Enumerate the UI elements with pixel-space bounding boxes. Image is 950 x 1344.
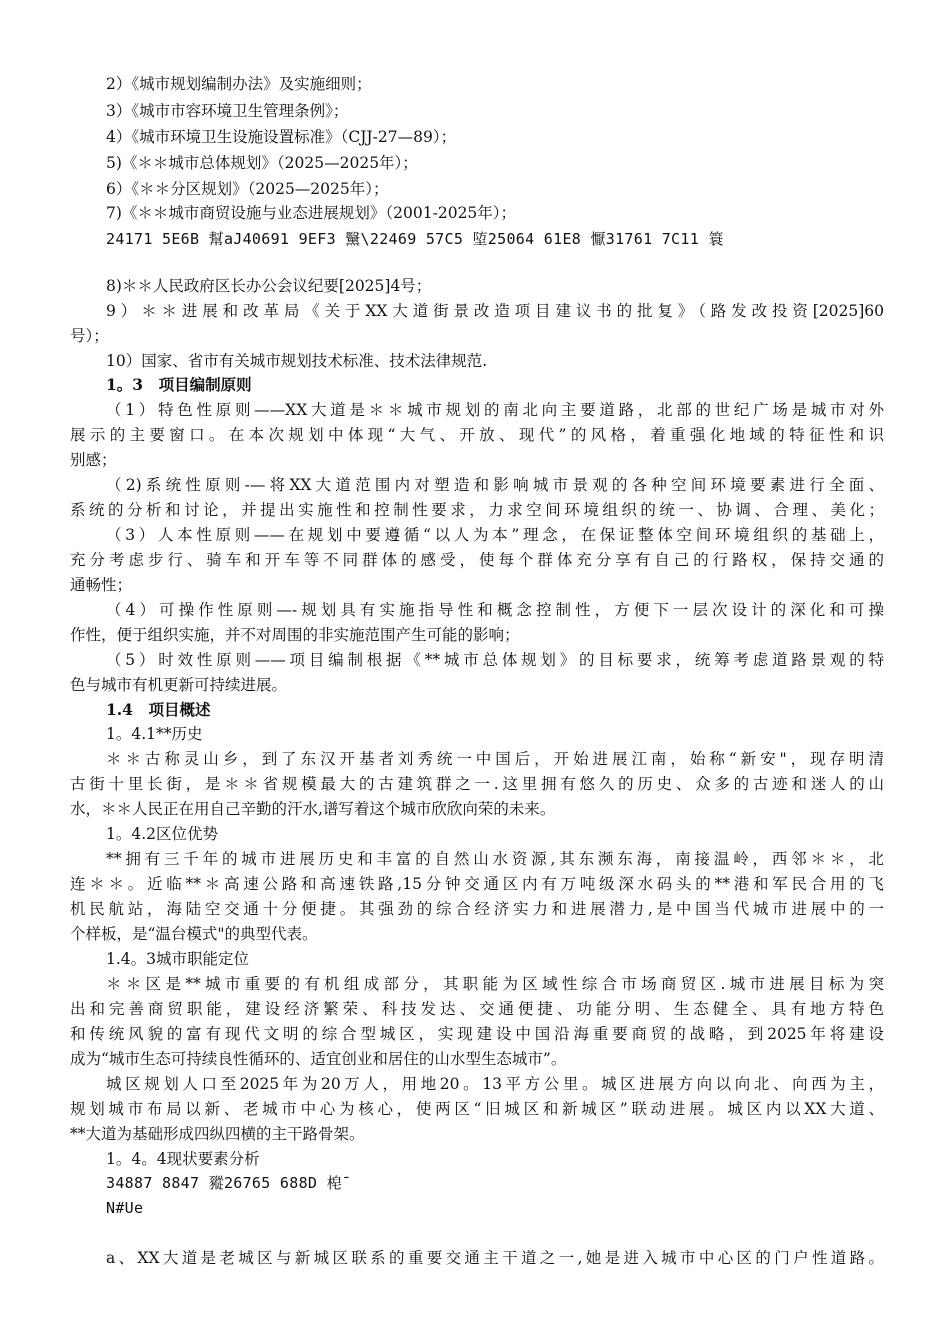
paragraph-line: 别感；: [70, 451, 117, 469]
paragraph-line: ＊＊区是**城市重要的有机组成部分，其职能为区域性综合市场商贸区.城市进展目标为突: [106, 975, 884, 993]
garbled-code-line: 24171 5E6B 幫aJ40691 9EF3 黳\22469 57C5 埅25064 61E8 懨31761 7C11 簑: [106, 230, 724, 248]
paragraph-line: （4）可操作性原则—-规划具有实施指导性和概念控制性，方便下一层次设计的深化和可操: [106, 601, 884, 619]
paragraph-line: （3）人本性原则——在规划中要遵循“以人为本”理念，在保证整体空间环境组织的基础上，: [106, 526, 884, 544]
paragraph-line: ＊＊古称灵山乡，到了东汉开基者刘秀统一中国后，开始进展江南，始称“新安"，现存明清: [106, 750, 884, 768]
subsection-heading-1-4-2: 1。4.2区位优势: [106, 825, 219, 843]
ref-item-10: 10）国家、省市有关城市规划技术标准、技术法律规范.: [106, 352, 488, 370]
paragraph-line: （2)系统性原则-—将XX大道范围内对塑造和影响城市景观的各种空间环境要素进行全面、: [106, 476, 884, 494]
paragraph-line: 和传统风貌的富有现代文明的综合型城区，实现建设中国沿海重要商贸的战略，到2025年将建设: [70, 1025, 884, 1043]
ref-item-3: 3）《城市市容环境卫生管理条例》；: [106, 102, 349, 120]
paragraph-line: 机民航站，海陆空交通十分便捷。其强劲的综合经济实力和进展潜力,是中国当代城市进展中的一: [70, 900, 884, 918]
ref-item-9: 9）＊＊进展和改革局《关于XX大道街景改造项目建议书的批复》（路发改投资[2025]60: [106, 302, 884, 320]
paragraph-line: 通畅性；: [70, 576, 133, 594]
paragraph-line: 个样板，是“温台模式"的典型代表。: [70, 925, 318, 943]
subsection-heading-1-4-4: 1。4。4现状要素分析: [106, 1150, 260, 1168]
section-heading-1-3: 1。3 项目编制原则: [106, 375, 252, 394]
paragraph-line: 系统的分析和讨论，并提出实施性和控制性要求，力求空间环境组织的统一、协调、合理、美化；: [70, 501, 884, 519]
paragraph-line: 展示的主要窗口。在本次规划中体现“大气、开放、现代”的风格，着重强化地域的特征性和识: [70, 426, 884, 444]
paragraph-line: （5）时效性原则——项目编制根据《**城市总体规划》的目标要求，统筹考虑道路景观的特: [106, 651, 884, 669]
paragraph-line: 古街十里长街，是＊＊省规模最大的古建筑群之一.这里拥有悠久的历史、众多的古迹和迷人的山: [70, 775, 884, 793]
subsection-heading-1-4-1: 1。4.1**历史: [106, 725, 203, 743]
garbled-code-line: 34887 8847 豵26765 688D 梍¯: [106, 1174, 352, 1192]
paragraph-line: a、XX大道是老城区与新城区联系的重要交通主干道之一,她是进入城市中心区的门户性道路。: [106, 1249, 884, 1267]
paragraph-line: **大道为基础形成四纵四横的主干路骨架。: [70, 1125, 365, 1143]
ref-item-5: 5)《＊＊城市总体规划》（2025—2025年）；: [106, 154, 418, 172]
ref-item-9-cont: 号）；: [70, 327, 109, 345]
section-heading-1-4: 1.4 项目概述: [106, 700, 211, 719]
paragraph-line: 出和完善商贸职能，建设经济繁荣、科技发达、交通便捷、功能分明、生态健全、具有地方特色: [70, 1000, 884, 1018]
garbled-code-line: N#Ue: [106, 1199, 144, 1217]
ref-item-8: 8)＊＊人民政府区长办公会议纪要[2025]4号；: [106, 277, 432, 295]
paragraph-line: **拥有三千年的城市进展历史和丰富的自然山水资源,其东濒东海，南接温岭，西邻＊＊，北: [106, 850, 884, 868]
paragraph-line: 城区规划人口至2025年为20万人，用地20。13平方公里。城区进展方向以向北、向西为主，: [106, 1075, 884, 1093]
subsection-heading-1-4-3: 1.4。3城市职能定位: [106, 950, 250, 968]
paragraph-line: （1）特色性原则——XX大道是＊＊城市规划的南北向主要道路，北部的世纪广场是城市对外: [106, 401, 884, 419]
paragraph-line: 充分考虑步行、骑车和开车等不同群体的感受，使每个群体充分享有自己的行路权，保持交通的: [70, 551, 884, 569]
ref-item-6: 6）《＊＊分区规划》（2025—2025年）；: [106, 180, 389, 198]
paragraph-line: 成为“城市生态可持续良性循环的、适宜创业和居住的山水型生态城市”。: [70, 1050, 567, 1068]
paragraph-line: 规划城市布局以新、老城市中心为核心，使两区“旧城区和新城区”联动进展。城区内以XX大道、: [70, 1100, 884, 1118]
paragraph-line: 色与城市有机更新可持续进展。: [70, 676, 288, 694]
paragraph-line: 连＊＊。近临**＊高速公路和高速铁路,15分钟交通区内有万吨级深水码头的**港和军民合用的飞: [70, 875, 884, 893]
ref-item-4: 4）《城市环境卫生设施设置标准》（CJJ-27—89）；: [106, 128, 457, 146]
ref-item-7: 7)《＊＊城市商贸设施与业态进展规划》（2001-2025年）；: [106, 204, 517, 222]
paragraph-line: 水，＊＊人民正在用自己辛勤的汗水,谱写着这个城市欣欣向荣的未来。: [70, 800, 556, 818]
ref-item-2: 2）《城市规划编制办法》及实施细则；: [106, 75, 372, 93]
paragraph-line: 作性，便于组织实施，并不对周围的非实施范围产生可能的影响；: [70, 626, 520, 644]
